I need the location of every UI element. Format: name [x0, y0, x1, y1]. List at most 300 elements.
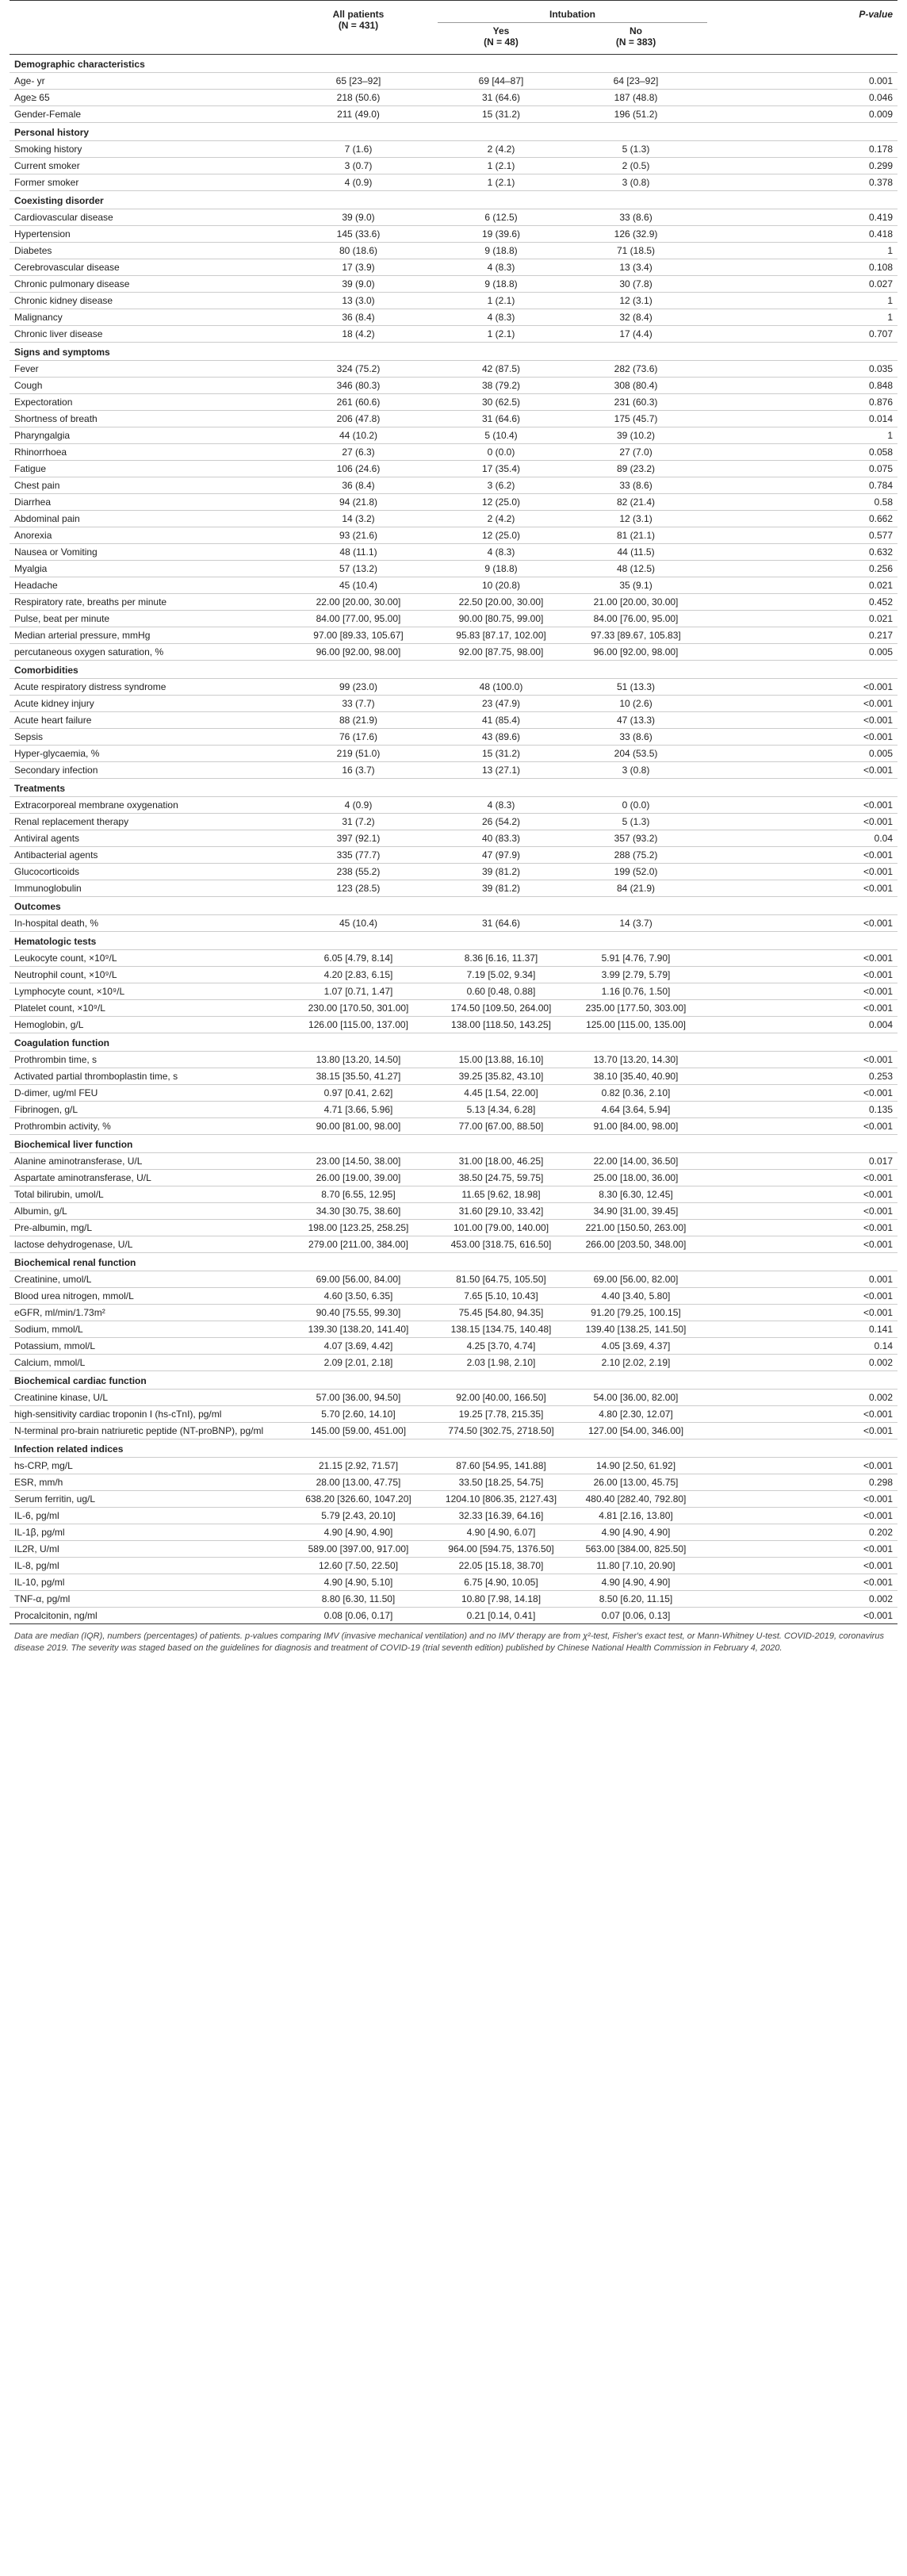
- cell-all-patients: 4.20 [2.83, 6.15]: [323, 969, 393, 980]
- cell-intubation-yes: 1 (2.1): [487, 295, 515, 306]
- table-row: [10, 1491, 897, 1508]
- section-heading: Biochemical cardiac function: [14, 1375, 147, 1386]
- row-label: Alanine aminotransferase, U/L: [14, 1156, 143, 1167]
- row-label: Rhinorrhoea: [14, 447, 67, 458]
- cell-pvalue: 0.046: [868, 92, 894, 103]
- header-all-patients-label: All patients: [332, 9, 385, 20]
- cell-all-patients: 90.00 [81.00, 98.00]: [316, 1121, 401, 1132]
- cell-pvalue: <0.001: [863, 986, 894, 997]
- row-label: Chronic pulmonary disease: [14, 278, 130, 289]
- cell-all-patients: 33 (7.7): [342, 698, 375, 709]
- table-row: [10, 1524, 897, 1541]
- table-row: [10, 880, 897, 897]
- row-label: Sodium, mmol/L: [14, 1324, 83, 1335]
- section-heading: Comorbidities: [14, 665, 78, 676]
- cell-intubation-yes: 4.90 [4.90, 6.07]: [466, 1527, 536, 1538]
- row-label: Hemoglobin, g/L: [14, 1019, 84, 1030]
- section-heading: Hematologic tests: [14, 936, 97, 947]
- cell-pvalue: <0.001: [863, 765, 894, 776]
- table-row: [10, 762, 897, 779]
- cell-all-patients: 1.07 [0.71, 1.47]: [323, 986, 393, 997]
- table-row: [10, 73, 897, 90]
- table-row: [10, 561, 897, 577]
- table-row: [10, 611, 897, 627]
- cell-all-patients: 88 (21.9): [339, 715, 378, 726]
- cell-intubation-yes: 4 (8.3): [487, 312, 515, 323]
- cell-intubation-no: 480.40 [282.40, 792.80]: [585, 1493, 687, 1505]
- cell-all-patients: 22.00 [20.00, 30.00]: [316, 596, 401, 608]
- cell-intubation-no: 3 (0.8): [622, 765, 650, 776]
- cell-intubation-yes: 38 (79.2): [481, 380, 521, 391]
- cell-pvalue: <0.001: [863, 1510, 894, 1521]
- row-label: Current smoker: [14, 160, 80, 171]
- table-row: [10, 158, 897, 174]
- row-label: In-hospital death, %: [14, 918, 99, 929]
- table-row: [10, 511, 897, 527]
- table-row: [10, 243, 897, 259]
- cell-intubation-no: 82 (21.4): [616, 496, 656, 508]
- cell-intubation-yes: 32.33 [16.39, 64.16]: [458, 1510, 544, 1521]
- row-label: Age≥ 65: [14, 92, 50, 103]
- cell-intubation-no: 25.00 [18.00, 36.00]: [593, 1172, 679, 1183]
- cell-all-patients: 7 (1.6): [344, 144, 373, 155]
- cell-intubation-yes: 6 (12.5): [484, 212, 518, 223]
- header-no-label: No: [630, 25, 642, 36]
- cell-intubation-no: 1.16 [0.76, 1.50]: [601, 986, 671, 997]
- row-label: Former smoker: [14, 177, 79, 188]
- cell-intubation-yes: 30 (62.5): [481, 397, 521, 408]
- cell-all-patients: 0.97 [0.41, 2.62]: [323, 1087, 393, 1098]
- cell-all-patients: 206 (47.8): [336, 413, 381, 424]
- cell-intubation-yes: 95.83 [87.17, 102.00]: [456, 630, 546, 641]
- cell-intubation-no: 22.00 [14.00, 36.50]: [593, 1156, 679, 1167]
- table-row: [10, 627, 897, 644]
- cell-intubation-no: 2 (0.5): [622, 160, 650, 171]
- cell-all-patients: 126.00 [115.00, 137.00]: [308, 1019, 408, 1030]
- cell-intubation-yes: 31 (64.6): [481, 413, 521, 424]
- cell-intubation-no: 39 (10.2): [616, 430, 656, 441]
- cell-intubation-yes: 31.60 [29.10, 33.42]: [458, 1206, 544, 1217]
- cell-all-patients: 57 (13.2): [339, 563, 378, 574]
- cell-pvalue: 1: [887, 245, 894, 256]
- header-pvalue: P-value: [859, 9, 894, 20]
- row-label: Leukocyte count, ×10⁹/L: [14, 953, 117, 964]
- cell-intubation-yes: 47 (97.9): [481, 849, 521, 861]
- cell-all-patients: 27 (6.3): [342, 447, 375, 458]
- cell-pvalue: 0.419: [868, 212, 894, 223]
- cell-intubation-yes: 39.25 [35.82, 43.10]: [458, 1071, 544, 1082]
- cell-intubation-yes: 22.50 [20.00, 30.00]: [458, 596, 544, 608]
- cell-pvalue: 0.577: [868, 530, 894, 541]
- table-page: [10, 0, 897, 1654]
- cell-pvalue: 0.004: [868, 1019, 894, 1030]
- cell-pvalue: <0.001: [863, 1577, 894, 1588]
- row-label: IL-1β, pg/ml: [14, 1527, 65, 1538]
- cell-intubation-yes: 92.00 [40.00, 166.50]: [456, 1392, 546, 1403]
- cell-intubation-no: 51 (13.3): [616, 681, 656, 692]
- cell-intubation-no: 2.10 [2.02, 2.19]: [601, 1357, 671, 1368]
- section-row: [10, 1033, 897, 1052]
- cell-intubation-no: 14 (3.7): [619, 918, 653, 929]
- cell-intubation-yes: 81.50 [64.75, 105.50]: [456, 1274, 546, 1285]
- header-no-n: (N = 383): [615, 36, 656, 48]
- table-row: [10, 394, 897, 411]
- row-label: Acute respiratory distress syndrome: [14, 681, 166, 692]
- row-label: Calcium, mmol/L: [14, 1357, 86, 1368]
- cell-intubation-yes: 33.50 [18.25, 54.75]: [458, 1477, 544, 1488]
- row-label: Median arterial pressure, mmHg: [14, 630, 151, 641]
- row-label: Blood urea nitrogen, mmol/L: [14, 1290, 134, 1301]
- row-label: Cerebrovascular disease: [14, 262, 120, 273]
- cell-intubation-yes: 23 (47.9): [481, 698, 521, 709]
- table-row: [10, 864, 897, 880]
- cell-intubation-no: 33 (8.6): [619, 480, 653, 491]
- table-row: [10, 90, 897, 106]
- table-row: [10, 1000, 897, 1017]
- table-row: [10, 1203, 897, 1220]
- cell-intubation-no: 5 (1.3): [622, 816, 650, 827]
- cell-pvalue: <0.001: [863, 883, 894, 894]
- header-yes-label: Yes: [492, 25, 510, 36]
- cell-intubation-no: 26.00 [13.00, 45.75]: [593, 1477, 679, 1488]
- cell-pvalue: 0.014: [868, 413, 894, 424]
- row-label: Respiratory rate, breaths per minute: [14, 596, 167, 608]
- row-label: eGFR, ml/min/1.73m²: [14, 1307, 105, 1318]
- cell-intubation-no: 4.80 [2.30, 12.07]: [599, 1409, 673, 1420]
- cell-pvalue: 0.001: [868, 1274, 894, 1285]
- section-row: [10, 191, 897, 209]
- row-label: Cardiovascular disease: [14, 212, 113, 223]
- cell-intubation-no: 91.00 [84.00, 98.00]: [593, 1121, 679, 1132]
- cell-intubation-no: 3.99 [2.79, 5.79]: [601, 969, 671, 980]
- cell-pvalue: 0.005: [868, 646, 894, 657]
- row-label: Acute heart failure: [14, 715, 92, 726]
- cell-pvalue: <0.001: [863, 1087, 894, 1098]
- cell-intubation-no: 33 (8.6): [619, 731, 653, 742]
- header-all-patients: [279, 1, 438, 55]
- table-row: [10, 729, 897, 746]
- cell-intubation-yes: 12 (25.0): [481, 496, 521, 508]
- cell-intubation-no: 235.00 [177.50, 303.00]: [585, 1002, 687, 1014]
- row-label: Secondary infection: [14, 765, 98, 776]
- cell-pvalue: 0.14: [874, 1340, 894, 1351]
- cell-pvalue: 0.001: [868, 75, 894, 86]
- cell-pvalue: 0.662: [868, 513, 894, 524]
- cell-all-patients: 97.00 [89.33, 105.67]: [313, 630, 404, 641]
- cell-intubation-yes: 12 (25.0): [481, 530, 521, 541]
- table-row: [10, 1153, 897, 1170]
- table-row: [10, 494, 897, 511]
- cell-intubation-yes: 39 (81.2): [481, 866, 521, 877]
- row-label: lactose dehydrogenase, U/L: [14, 1239, 133, 1250]
- section-row: [10, 661, 897, 679]
- table-row: [10, 444, 897, 461]
- table-row: [10, 1508, 897, 1524]
- cell-all-patients: 84.00 [77.00, 95.00]: [316, 613, 401, 624]
- cell-pvalue: 0.876: [868, 397, 894, 408]
- cell-intubation-yes: 174.50 [109.50, 264.00]: [450, 1002, 552, 1014]
- cell-pvalue: 0.017: [868, 1156, 894, 1167]
- table-row: [10, 577, 897, 594]
- cell-pvalue: 0.58: [874, 496, 894, 508]
- cell-intubation-yes: 5 (10.4): [484, 430, 518, 441]
- cell-all-patients: 198.00 [123.25, 258.25]: [308, 1222, 409, 1233]
- cell-pvalue: 0.035: [868, 363, 894, 374]
- row-label: Shortness of breath: [14, 413, 98, 424]
- cell-pvalue: <0.001: [863, 1493, 894, 1505]
- row-label: TNF-α, pg/ml: [14, 1593, 71, 1604]
- cell-intubation-no: 48 (12.5): [616, 563, 656, 574]
- cell-pvalue: <0.001: [863, 1307, 894, 1318]
- cell-intubation-yes: 10.80 [7.98, 14.18]: [461, 1593, 542, 1604]
- cell-intubation-no: 4.05 [3.69, 4.37]: [601, 1340, 671, 1351]
- cell-intubation-yes: 75.45 [54.80, 94.35]: [458, 1307, 544, 1318]
- table-row: [10, 1288, 897, 1305]
- cell-all-patients: 90.40 [75.55, 99.30]: [316, 1307, 401, 1318]
- cell-pvalue: <0.001: [863, 969, 894, 980]
- table-row: [10, 1118, 897, 1135]
- cell-intubation-yes: 2 (4.2): [487, 513, 515, 524]
- cell-all-patients: 34.30 [30.75, 38.60]: [316, 1206, 401, 1217]
- cell-pvalue: <0.001: [863, 1222, 894, 1233]
- row-label: Albumin, g/L: [14, 1206, 67, 1217]
- header-yes-n: (N = 48): [484, 36, 519, 48]
- cell-intubation-yes: 26 (54.2): [481, 816, 521, 827]
- cell-all-patients: 21.15 [2.92, 71.57]: [318, 1460, 399, 1471]
- cell-intubation-no: 0 (0.0): [622, 799, 650, 811]
- cell-pvalue: <0.001: [863, 799, 894, 811]
- cell-intubation-yes: 48 (100.0): [479, 681, 523, 692]
- cell-pvalue: <0.001: [863, 866, 894, 877]
- cell-intubation-no: 0.07 [0.06, 0.13]: [601, 1610, 671, 1621]
- cell-intubation-yes: 7.65 [5.10, 10.43]: [464, 1290, 538, 1301]
- cell-intubation-no: 89 (23.2): [616, 463, 656, 474]
- table-row: [10, 1271, 897, 1288]
- row-label: hs-CRP, mg/L: [14, 1460, 73, 1471]
- cell-intubation-yes: 5.13 [4.34, 6.28]: [466, 1104, 536, 1115]
- cell-all-patients: 45 (10.4): [339, 580, 378, 591]
- row-label: Gender-Female: [14, 109, 82, 120]
- cell-intubation-no: 196 (51.2): [614, 109, 658, 120]
- cell-all-patients: 80 (18.6): [339, 245, 378, 256]
- cell-all-patients: 589.00 [397.00, 917.00]: [308, 1543, 409, 1554]
- row-label: Headache: [14, 580, 58, 591]
- cell-all-patients: 346 (80.3): [336, 380, 381, 391]
- cell-pvalue: <0.001: [863, 918, 894, 929]
- cell-intubation-no: 4.64 [3.64, 5.94]: [601, 1104, 671, 1115]
- cell-intubation-yes: 1204.10 [806.35, 2127.43]: [445, 1493, 557, 1505]
- cell-intubation-yes: 774.50 [302.75, 2718.50]: [448, 1425, 554, 1436]
- cell-all-patients: 335 (77.7): [336, 849, 381, 861]
- row-label: Diabetes: [14, 245, 52, 256]
- cell-intubation-yes: 0.21 [0.14, 0.41]: [466, 1610, 536, 1621]
- cell-intubation-no: 4.90 [4.90, 4.90]: [601, 1527, 671, 1538]
- cell-all-patients: 2.09 [2.01, 2.18]: [323, 1357, 393, 1368]
- header-no: [564, 23, 707, 55]
- row-label: Pharyngalgia: [14, 430, 71, 441]
- cell-intubation-yes: 2 (4.2): [487, 144, 515, 155]
- cell-all-patients: 39 (9.0): [342, 278, 375, 289]
- cell-intubation-no: 81 (21.1): [616, 530, 656, 541]
- cell-intubation-yes: 15 (31.2): [481, 109, 521, 120]
- cell-all-patients: 5.70 [2.60, 14.10]: [321, 1409, 396, 1420]
- cell-all-patients: 13 (3.0): [342, 295, 375, 306]
- table-row: [10, 226, 897, 243]
- cell-intubation-yes: 31 (64.6): [481, 92, 521, 103]
- cell-all-patients: 8.80 [6.30, 11.50]: [321, 1593, 396, 1604]
- cell-intubation-no: 32 (8.4): [619, 312, 653, 323]
- cell-all-patients: 76 (17.6): [339, 731, 378, 742]
- cell-intubation-no: 288 (75.2): [614, 849, 658, 861]
- table-row: [10, 209, 897, 226]
- row-label: IL-6, pg/ml: [14, 1510, 59, 1521]
- cell-intubation-no: 139.40 [138.25, 141.50]: [585, 1324, 687, 1335]
- cell-intubation-yes: 1 (2.1): [487, 177, 515, 188]
- cell-pvalue: <0.001: [863, 715, 894, 726]
- cell-intubation-yes: 9 (18.8): [484, 563, 518, 574]
- cell-all-patients: 69.00 [56.00, 84.00]: [316, 1274, 401, 1285]
- cell-intubation-no: 3 (0.8): [622, 177, 650, 188]
- cell-intubation-no: 126 (32.9): [614, 228, 658, 240]
- cell-intubation-no: 0.82 [0.36, 2.10]: [601, 1087, 671, 1098]
- table-row: [10, 1220, 897, 1236]
- cell-pvalue: <0.001: [863, 731, 894, 742]
- section-row: [10, 55, 897, 73]
- cell-intubation-no: 84.00 [76.00, 95.00]: [593, 613, 679, 624]
- cell-all-patients: 13.80 [13.20, 14.50]: [316, 1054, 401, 1065]
- cell-intubation-yes: 2.03 [1.98, 2.10]: [466, 1357, 536, 1368]
- section-row: [10, 343, 897, 361]
- cell-intubation-no: 54.00 [36.00, 82.00]: [593, 1392, 679, 1403]
- header-empty: [10, 1, 279, 23]
- section-row: [10, 123, 897, 141]
- cell-all-patients: 106 (24.6): [336, 463, 381, 474]
- row-label: Aspartate aminotransferase, U/L: [14, 1172, 151, 1183]
- cell-intubation-no: 563.00 [384.00, 825.50]: [585, 1543, 687, 1554]
- cell-all-patients: 99 (23.0): [339, 681, 378, 692]
- cell-pvalue: <0.001: [863, 1560, 894, 1571]
- cell-intubation-no: 282 (73.6): [614, 363, 658, 374]
- table-row: [10, 1474, 897, 1491]
- cell-pvalue: <0.001: [863, 1290, 894, 1301]
- row-label: Fatigue: [14, 463, 47, 474]
- cell-pvalue: <0.001: [863, 1121, 894, 1132]
- cell-intubation-yes: 101.00 [79.00, 140.00]: [453, 1222, 549, 1233]
- cell-intubation-yes: 9 (18.8): [484, 278, 518, 289]
- table-row: [10, 1017, 897, 1033]
- row-label: Prothrombin time, s: [14, 1054, 98, 1065]
- row-label: Extracorporeal membrane oxygenation: [14, 799, 178, 811]
- row-label: Chest pain: [14, 480, 60, 491]
- table-row: [10, 1591, 897, 1608]
- row-label: Procalcitonin, ng/ml: [14, 1610, 98, 1621]
- cell-intubation-no: 5.91 [4.76, 7.90]: [601, 953, 671, 964]
- cell-all-patients: 638.20 [326.60, 1047.20]: [305, 1493, 411, 1505]
- cell-pvalue: 0.141: [868, 1324, 894, 1335]
- row-label: Activated partial thromboplastin time, s: [14, 1071, 178, 1082]
- cell-pvalue: 0.848: [868, 380, 894, 391]
- row-label: Expectoration: [14, 397, 73, 408]
- section-heading: Biochemical renal function: [14, 1257, 136, 1268]
- row-label: Cough: [14, 380, 43, 391]
- cell-pvalue: 0.002: [868, 1593, 894, 1604]
- cell-intubation-no: 84 (21.9): [616, 883, 656, 894]
- cell-intubation-no: 4.90 [4.90, 4.90]: [601, 1577, 671, 1588]
- cell-pvalue: <0.001: [863, 1610, 894, 1621]
- table-row: [10, 644, 897, 661]
- table-row: [10, 1305, 897, 1321]
- cell-all-patients: 45 (10.4): [339, 918, 378, 929]
- table-row: [10, 1574, 897, 1591]
- cell-intubation-no: 231 (60.3): [614, 397, 658, 408]
- table-row: [10, 361, 897, 378]
- cell-intubation-no: 12 (3.1): [619, 513, 653, 524]
- table-row: [10, 1236, 897, 1253]
- cell-all-patients: 397 (92.1): [336, 833, 381, 844]
- cell-intubation-yes: 0.60 [0.48, 0.88]: [466, 986, 536, 997]
- cell-all-patients: 4 (0.9): [344, 177, 373, 188]
- cell-pvalue: <0.001: [863, 1172, 894, 1183]
- cell-all-patients: 6.05 [4.79, 8.14]: [323, 953, 393, 964]
- row-label: Myalgia: [14, 563, 48, 574]
- table-footnote: Data are median (IQR), numbers (percentages) of patients. p-values comparing IMV (invasive mechanical ventilation) and no IMV therapy are from χ²-test, Fisher's exact test, or Mann-Whitney U-test. COVID-2019, coronavirus disease 2019. The severity was staged based on the guidelines for diagnosis and treatment of COVID-19 (trial seventh edition) published by Chinese National Health Commission in February 4, 2020.: [14, 1631, 884, 1653]
- cell-pvalue: 0.021: [868, 613, 894, 624]
- row-label: IL2R, U/ml: [14, 1543, 59, 1554]
- cell-intubation-yes: 10 (20.8): [481, 580, 521, 591]
- table-row: [10, 461, 897, 477]
- row-label: Pre-albumin, mg/L: [14, 1222, 93, 1233]
- cell-all-patients: 238 (55.2): [336, 866, 381, 877]
- cell-all-patients: 14 (3.2): [342, 513, 375, 524]
- cell-all-patients: 145 (33.6): [336, 228, 381, 240]
- table-row: [10, 1390, 897, 1406]
- cell-intubation-yes: 39 (81.2): [481, 883, 521, 894]
- cell-intubation-yes: 6.75 [4.90, 10.05]: [464, 1577, 538, 1588]
- cell-all-patients: 219 (51.0): [336, 748, 381, 759]
- cell-intubation-no: 11.80 [7.10, 20.90]: [596, 1560, 675, 1571]
- section-row: [10, 1253, 897, 1271]
- cell-pvalue: 0.135: [868, 1104, 894, 1115]
- cell-intubation-yes: 0 (0.0): [487, 447, 515, 458]
- cell-intubation-no: 8.30 [6.30, 12.45]: [599, 1189, 673, 1200]
- table-row: [10, 1186, 897, 1203]
- cell-all-patients: 38.15 [35.50, 41.27]: [316, 1071, 401, 1082]
- cell-all-patients: 4.90 [4.90, 4.90]: [323, 1527, 393, 1538]
- cell-intubation-no: 12 (3.1): [619, 295, 653, 306]
- table-row: [10, 378, 897, 394]
- cell-pvalue: 0.784: [868, 480, 894, 491]
- cell-intubation-no: 64 [23–92]: [613, 75, 659, 86]
- cell-intubation-yes: 19 (39.6): [481, 228, 521, 240]
- cell-all-patients: 211 (49.0): [337, 109, 380, 120]
- cell-intubation-yes: 77.00 [67.00, 88.50]: [458, 1121, 544, 1132]
- table-row: [10, 1355, 897, 1371]
- table-row: [10, 983, 897, 1000]
- cell-pvalue: 1: [887, 312, 894, 323]
- cell-pvalue: 1: [887, 430, 894, 441]
- cell-intubation-yes: 13 (27.1): [481, 765, 521, 776]
- table-row: [10, 847, 897, 864]
- cell-pvalue: <0.001: [863, 681, 894, 692]
- cell-intubation-yes: 3 (6.2): [487, 480, 515, 491]
- table-row: [10, 1338, 897, 1355]
- cell-pvalue: 0.002: [868, 1392, 894, 1403]
- cell-all-patients: 17 (3.9): [342, 262, 375, 273]
- cell-intubation-no: 204 (53.5): [614, 748, 658, 759]
- row-label: N-terminal pro-brain natriuretic peptide (NT-proBNP), pg/ml: [14, 1425, 264, 1436]
- cell-all-patients: 31 (7.2): [342, 816, 375, 827]
- cell-intubation-yes: 15.00 [13.88, 16.10]: [458, 1054, 544, 1065]
